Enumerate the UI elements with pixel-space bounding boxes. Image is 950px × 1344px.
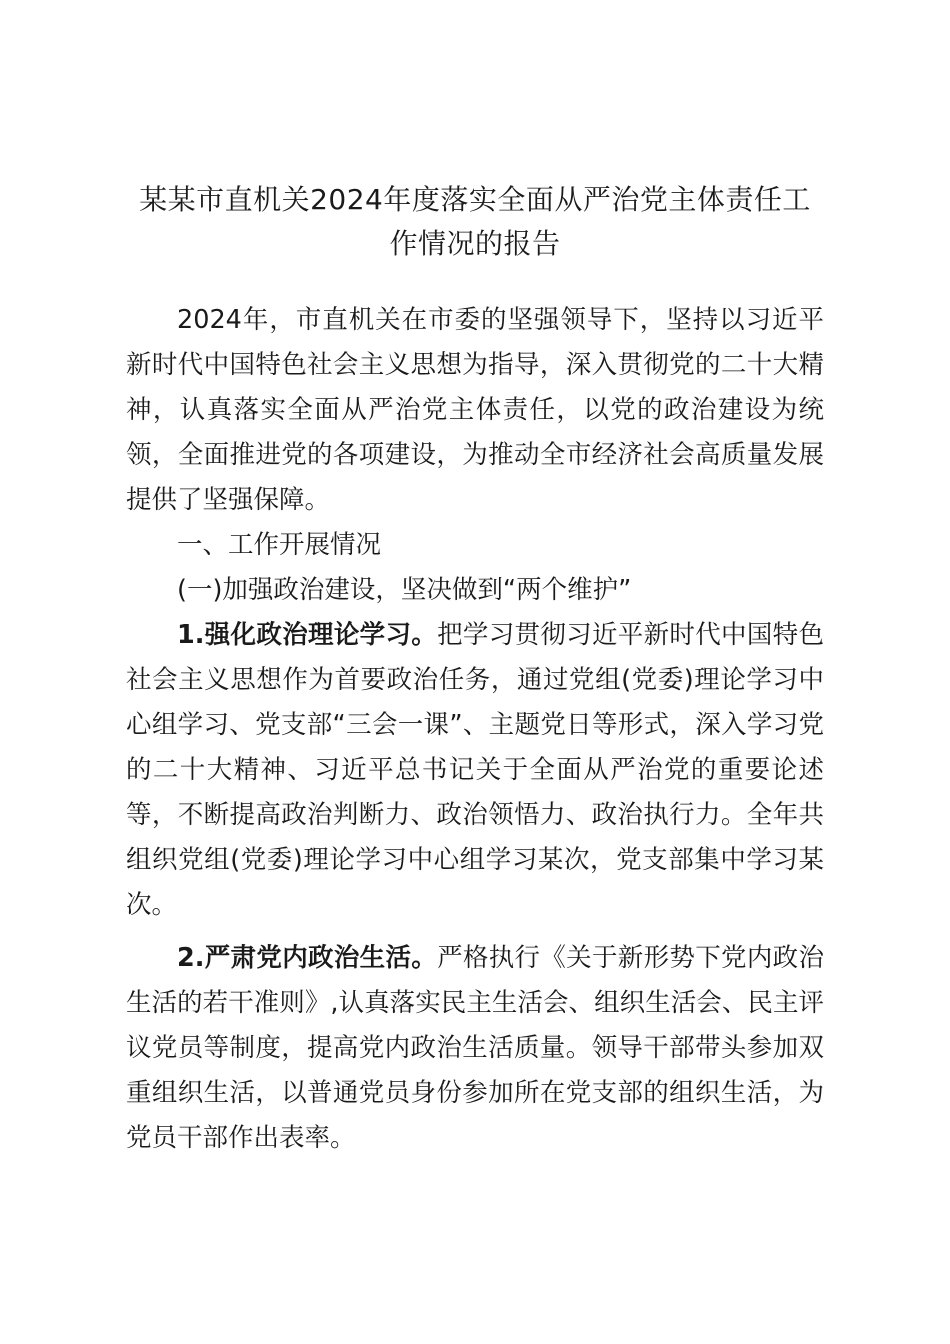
subsection-heading: (一)加强政治建设，坚决做到“两个维护”	[177, 575, 632, 605]
intro-paragraph: 2024年，市直机关在市委的坚强领导下，坚持以习近平新时代中国特色社会主义思想为指导，深入贯彻党的二十大精神，认真落实全面从严治党主体责任，以党的政治建设为统领，全面推进党的各项建设，为推动全市经济社会高质量发展提供了坚强保障。	[126, 305, 824, 515]
document-page	[126, 178, 824, 1161]
item-paragraph-2	[126, 936, 824, 1161]
item-body-2: 严格执行《关于新形势下党内政治生活的若干准则》,认真落实民主生活会、组织生活会、民主评议党员等制度，提高党内政治生活质量。领导干部带头参加双重组织生活，以普通党员身份参加所在党支部的组织生活，为党员干部作出表率。	[126, 943, 824, 1153]
item-body-1: 把学习贯彻习近平新时代中国特色社会主义思想作为首要政治任务，通过党组(党委)理论学习中心组学习、党支部“三会一课”、主题党日等形式，深入学习党的二十大精神、习近平总书记关于全面从严治党的重要论述等，不断提高政治判断力、政治领悟力、政治执行力。全年共组织党组(党委)理论学习中心组学习某次，党支部集中学习某次。	[126, 620, 824, 920]
item-paragraph-1	[126, 613, 824, 928]
item-lead-1: 1.强化政治理论学习。	[177, 620, 438, 650]
document-title: 某某市直机关2024年度落实全面从严治党主体责任工作情况的报告	[139, 183, 811, 260]
item-lead-2: 2.严肃党内政治生活。	[177, 943, 438, 973]
section-heading: 一、工作开展情况	[177, 530, 382, 560]
